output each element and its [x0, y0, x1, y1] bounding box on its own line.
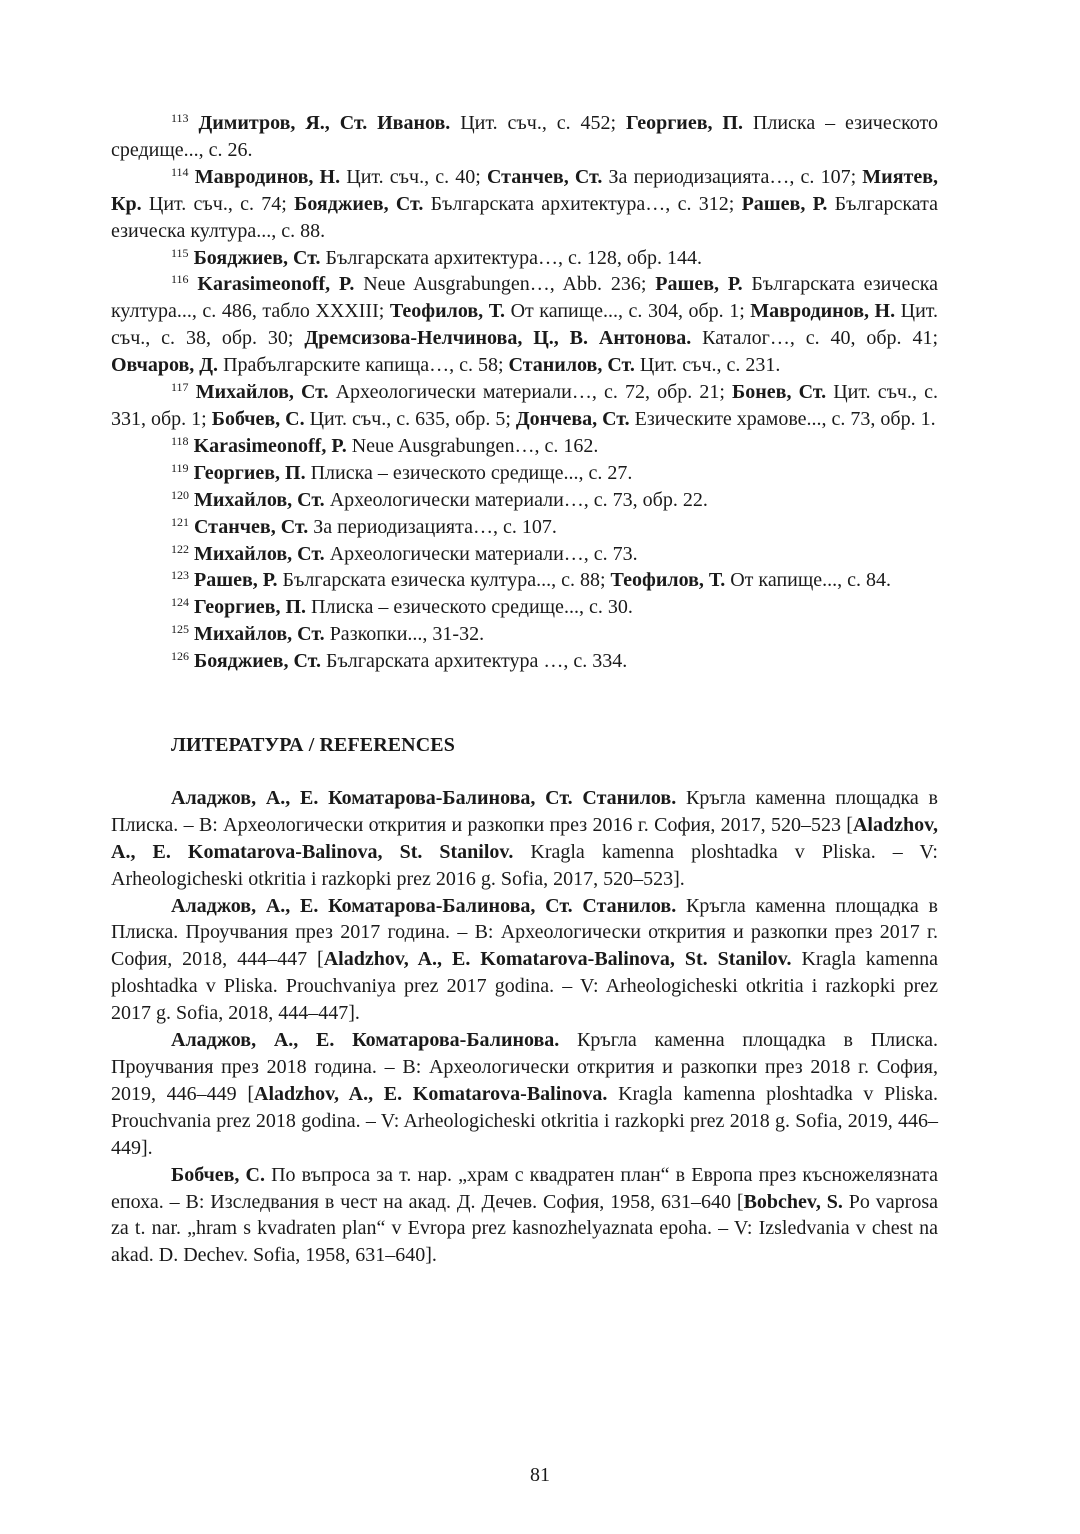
footnote-number: 113	[171, 111, 189, 125]
footnote	[111, 460, 938, 487]
author-name: Aladzhov, A., E. Komatarova-Balinova, St. Stanilov.	[111, 813, 938, 863]
footnote	[111, 514, 938, 541]
author-name: Бояджиев, Ст.	[194, 650, 321, 673]
author-name: Рашев, Р.	[194, 569, 278, 592]
author-name: Аладжов, А., Е. Коматарова-Балинова.	[171, 1029, 560, 1052]
citation-text: Археологически материали…, с. 73, обр. 22.	[324, 488, 708, 511]
author-name: Станилов, Ст.	[508, 354, 635, 377]
footnote-number: 120	[171, 487, 189, 502]
footnote	[111, 621, 938, 648]
references-list	[111, 785, 938, 1269]
footnote-number: 118	[171, 433, 189, 448]
citation-text: По въпроса за т. нар. „храм с квадратен план“ в Европа през късножелязната епоха. – В: Изследвания в чест на акад. Д. Дечев. София, 1958, 631–640 [	[111, 1163, 938, 1213]
citation-text: Цит. съч., с. 74;	[141, 192, 295, 215]
footnote	[111, 648, 938, 675]
author-name: Михайлов, Ст.	[195, 381, 329, 404]
reference-entry	[111, 785, 938, 893]
footnotes-section	[111, 110, 938, 675]
citation-text: Плиска – езическото средище..., с. 26.	[111, 112, 938, 161]
author-name: Бобчев, С.	[171, 1163, 265, 1186]
citation-text: Археологически материали…, с. 72, обр. 21;	[328, 381, 733, 404]
author-name: Aladzhov, A., E. Komatarova-Balinova.	[254, 1082, 608, 1105]
footnote-number: 114	[171, 164, 189, 179]
footnote	[111, 541, 938, 568]
author-name: Станчев, Ст.	[486, 165, 603, 188]
page-body	[111, 110, 938, 1269]
footnote-number: 122	[171, 541, 189, 556]
citation-text: От капище..., с. 304, обр. 1;	[505, 300, 751, 323]
author-name: Karasimeonoff, P.	[193, 434, 347, 457]
author-name: Бобчев, С.	[211, 407, 305, 430]
footnote	[111, 594, 938, 621]
author-name: Bobchev, S.	[743, 1190, 843, 1213]
author-name: Михайлов, Ст.	[194, 488, 325, 511]
footnote	[111, 245, 938, 272]
citation-text: Каталог…, с. 40, обр. 41;	[691, 327, 939, 350]
citation-text: Плиска – езическото средище..., с. 30.	[306, 596, 633, 619]
author-name: Михайлов, Ст.	[194, 542, 325, 565]
citation-text: Българската езическа култура..., с. 88;	[277, 569, 611, 592]
footnote-number: 125	[171, 622, 189, 637]
footnote-number: 123	[171, 568, 189, 583]
citation-text: Цит. съч., с. 331, обр. 1;	[111, 381, 938, 430]
author-name: Мавродинов, Н.	[750, 300, 896, 323]
author-name: Георгиев, П.	[194, 596, 307, 619]
footnote	[111, 567, 938, 594]
citation-text: Цит. съч., с. 40;	[340, 165, 487, 188]
footnote-number: 124	[171, 595, 189, 610]
footnote	[111, 164, 938, 245]
author-name: Михайлов, Ст.	[194, 623, 325, 646]
references-heading: ЛИТЕРАТУРА / REFERENCES	[171, 734, 455, 757]
author-name: Рашев, Р.	[741, 192, 828, 215]
reference-entry	[111, 1027, 938, 1162]
footnote	[111, 487, 938, 514]
citation-text: За периодизацията…, с. 107.	[308, 515, 557, 538]
footnote-number: 115	[171, 245, 189, 260]
author-name: Георгиев, П.	[193, 461, 306, 484]
citation-text: Po vaprosa za t. nar. „hram s kvadraten plan“ v Evropa prez kasnozhelyaznata epoha. – V: Izsledvania v chest na akad. D. Dechev. Sofia, 1958, 631–640].	[111, 1190, 938, 1267]
citation-text: Прабългарските капища…, с. 58;	[218, 354, 509, 377]
footnote-number: 121	[171, 514, 189, 529]
author-name: Бояджиев, Ст.	[294, 192, 424, 215]
footnote	[111, 271, 938, 379]
author-name: Дремсизова-Нелчинова, Ц., В. Антонова.	[304, 327, 692, 350]
citation-text: Цит. съч., с. 635, обр. 5;	[304, 407, 516, 430]
author-name: Димитров, Я., Ст. Иванов.	[198, 112, 451, 134]
author-name: Мавродинов, Н.	[194, 165, 341, 188]
author-name: Теофилов, Т.	[389, 300, 506, 323]
author-name: Овчаров, Д.	[111, 354, 219, 377]
citation-text: Българската езическа култура..., с. 486, табло XXXIII;	[111, 273, 938, 323]
citation-text: Kragla kamenna ploshtadka v Pliska. Prouchvaniya prez 2017 godina. – V: Arheologicheski otkritia i razkopki prez 2017 g. Sofia, 2018, 444–447].	[111, 948, 938, 1025]
citation-text: Българската езическа култура..., с. 88.	[111, 192, 939, 242]
page-number: 81	[530, 1464, 550, 1486]
author-name: Бонев, Ст.	[732, 381, 827, 404]
author-name: Миятев, Кр.	[111, 165, 939, 215]
footnote-number: 126	[171, 649, 189, 664]
author-name: Aladzhov, A., E. Komatarova-Balinova, St. Stanilov.	[323, 948, 792, 971]
citation-text: Плиска – езическото средище..., с. 27.	[305, 461, 633, 484]
reference-entry	[111, 893, 938, 1028]
author-name: Дончева, Ст.	[515, 407, 630, 430]
footnote	[111, 433, 938, 460]
citation-text: Цит. съч., с. 38, обр. 30;	[111, 300, 939, 350]
citation-text: Kragla kamenna ploshtadka v Pliska. – V: Arheologicheski otkritia i razkopki prez 2016 g. Sofia, 2017, 520–523].	[111, 840, 938, 890]
footnote	[111, 110, 938, 164]
author-name: Теофилов, Т.	[610, 569, 726, 592]
citation-text: Цит. съч., с. 231.	[634, 354, 781, 377]
citation-text: Българската архитектура…, с. 312;	[423, 192, 742, 215]
citation-text: От капище..., с. 84.	[725, 569, 892, 592]
footnote-number: 119	[171, 460, 189, 475]
footnote-number: 116	[171, 272, 189, 287]
citation-text: Кръгла каменна площадка в Плиска. Проучвания през 2017 година. – В: Археологически открития и разкопки през 2017 г. София, 2018, 444–447 [	[111, 894, 938, 971]
citation-text: Българската архитектура…, с. 128, обр. 144.	[320, 246, 703, 269]
author-name: Аладжов, А., Е. Коматарова-Балинова, Ст. Станилов.	[171, 894, 677, 917]
citation-text: Neue Ausgrabungen…, с. 162.	[346, 434, 599, 457]
citation-text: Археологически материали…, с. 73.	[324, 542, 638, 565]
reference-entry	[111, 1162, 938, 1270]
citation-text: Разкопки..., 31-32.	[324, 623, 485, 646]
citation-text: Българската архитектура …, с. 334.	[320, 650, 628, 673]
citation-text: За периодизацията…, с. 107;	[602, 165, 863, 188]
citation-text: Езическите храмове..., с. 73, обр. 1.	[629, 407, 936, 430]
author-name: Бояджиев, Ст.	[193, 246, 321, 269]
citation-text: Kragla kamenna ploshtadka v Pliska. Prouchvania prez 2018 godina. – V: Arheologicheski otkritia i razkopki prez 2018 g. Sofia, 2019, 446–449].	[111, 1082, 938, 1159]
author-name: Георгиев, П.	[626, 112, 743, 134]
author-name: Станчев, Ст.	[194, 515, 309, 538]
citation-text: Цит. съч., с. 452;	[450, 112, 627, 134]
citation-text: Кръгла каменна площадка в Плиска. Проучвания през 2018 година. – В: Археологически открития и разкопки през 2018 г. София, 2019, 446–449 [	[111, 1029, 939, 1105]
author-name: Аладжов, А., Е. Коматарова-Балинова, Ст. Станилов.	[171, 786, 677, 809]
author-name: Karasimeonoff, P.	[197, 273, 355, 296]
citation-text: Neue Ausgrabungen…, Abb. 236;	[354, 273, 656, 296]
author-name: Рашев, Р.	[655, 273, 743, 296]
footnote	[111, 379, 938, 433]
footnote-number: 117	[171, 380, 189, 395]
citation-text: Кръгла каменна площадка в Плиска. – В: Археологически открития и разкопки през 2016 г. София, 2017, 520–523 [	[111, 786, 938, 836]
